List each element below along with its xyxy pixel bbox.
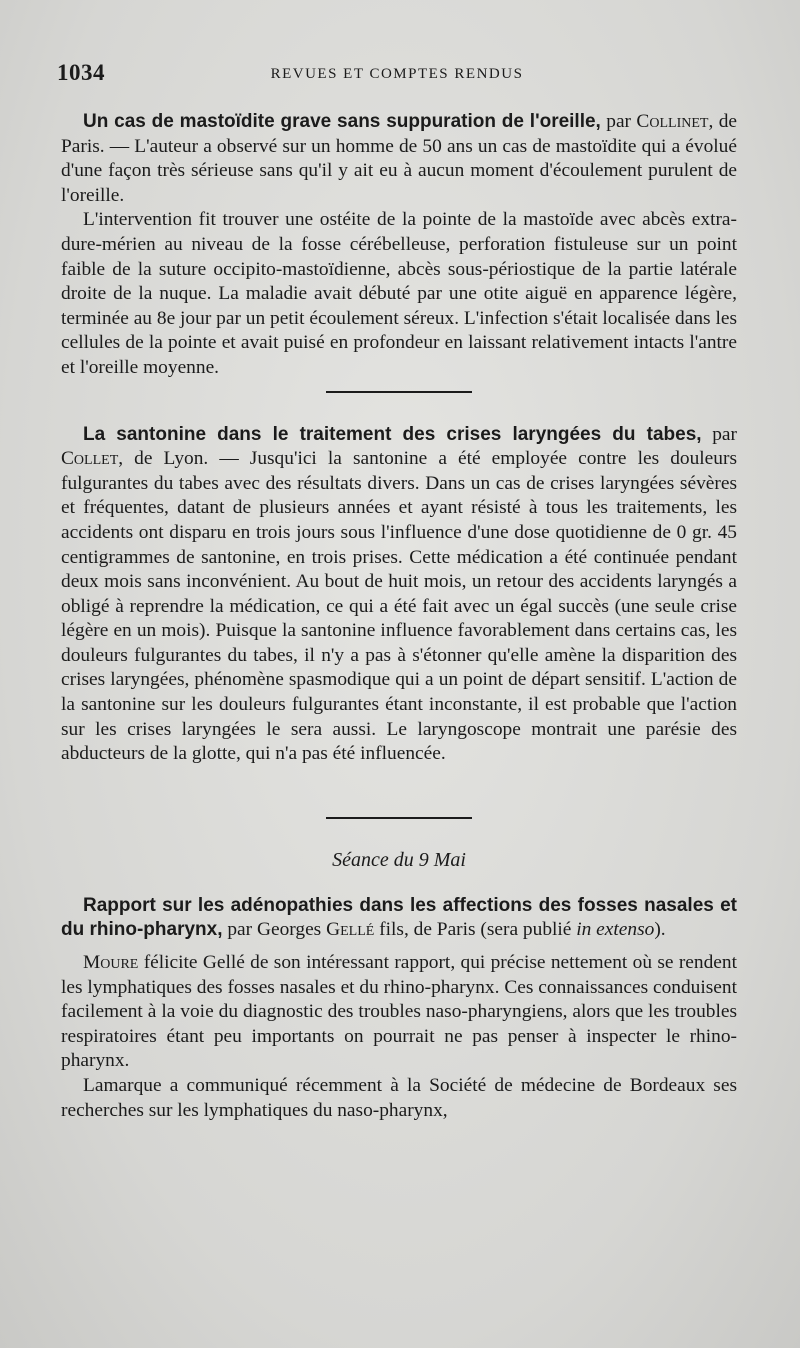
- article-mastoidite-lead: [61, 110, 737, 208]
- article-santonine: [61, 423, 737, 819]
- article-santonine-lead: [61, 423, 737, 767]
- lamarque-paragraph: Lamarque a communiqué récemment à la Société de médecine de Bordeaux ses recherches sur les lymphatiques du naso-pharynx,: [61, 1075, 737, 1121]
- article-santonine-title: La santonine dans le traitement des crises laryngées du tabes,: [83, 423, 702, 445]
- moure-text: félicite Gellé de son intéressant rapport, qui précise nettement où se rendent les lymphatiques des fosses nasales et du rhino-pharynx. Ces connaissances conduisent facilement à la voie du diagnostic des troubles naso-pharyngiens, alors que les troubles respiratoires étant peu importants on pourrait ne pas penser à inspecter le rhino-pharynx.: [61, 952, 737, 1072]
- article-mastoidite: [61, 110, 737, 393]
- article-adenopathies: [61, 894, 737, 1123]
- in-extenso-text: in extenso: [576, 919, 655, 941]
- seance-heading: Séance du 9 Mai: [332, 848, 466, 871]
- article-adenopathies-byline-text: fils, de Paris (sera publié: [374, 919, 577, 941]
- article-adenopathies-lead: [61, 894, 737, 943]
- article-mastoidite-author: Collinet: [636, 111, 709, 132]
- article-mastoidite-byline-text: , de Paris. — L'auteur a observé sur un homme de 50 ans un cas de mastoïdite qui a évolué d'une façon très sérieuse sans qu'il y ait eu à aucun moment d'écoulement purulent de l'oreille.: [61, 111, 737, 206]
- running-title: REVUES ET COMPTES RENDUS: [270, 66, 524, 82]
- article-mastoidite-paragraph: L'intervention fit trouver une ostéite de la pointe de la mastoïde avec abcès extra-dure-mérien au niveau de la fosse cérébelleuse, perforation fistuleuse sur un point faible de la suture occipito-mastoïdienne, abcès sous-périostique de la partie latérale droite de la nuque. La maladie avait débuté par une otite aiguë en apparence légère, terminée au 8e jour par un petit écoulement séreux. L'infection s'était localisée dans les cellules de la pointe et avait puisé en profondeur en laissant relativement intacts l'antre et l'oreille moyenne.: [61, 209, 737, 378]
- article-santonine-par: par: [712, 423, 737, 445]
- article-adenopathies-par: par Georges: [227, 919, 322, 941]
- article-adenopathies-author: Gellé: [326, 919, 375, 941]
- article-mastoidite-title: Un cas de mastoïdite grave sans suppuration de l'oreille,: [83, 111, 601, 132]
- article-adenopathies-close: ).: [654, 919, 666, 941]
- text-column: [61, 110, 737, 1123]
- moure-author: Moure: [83, 952, 139, 974]
- moure-paragraph: [61, 951, 737, 1074]
- page-header: [57, 58, 737, 92]
- article-adenopathies-title: Rapport sur les adénopathies dans les affections des fosses nasales et du rhino-pharynx,: [61, 894, 737, 941]
- section-divider: [326, 817, 472, 819]
- page-number: 1034: [57, 60, 105, 85]
- article-santonine-body: , de Lyon. — Jusqu'ici la santonine a été employée contre les douleurs fulgurantes du tabes avec des résultats divers. Dans un cas de crises laryngées sévères et fréquentes, datant de plusieurs années et ayant résisté à tous les traitements, les accidents ont disparu en trois jours sous l'influence d'une dose quotidienne de 0 gr. 45 centigrammes de santonine, en trois prises. Cette médication a été continuée pendant deux mois sans inconvénient. Au bout de huit mois, un retour des accidents laryngés a obligé à reprendre la médication, ce qui a été fait avec un égal succès (une seule crise légère en un mois). Puisque la santonine influence favorablement dans certains cas, les douleurs fulgurantes du tabes, il n'y a pas à s'étonner qu'elle amène la disparition des crises laryngées, phénomène spasmodique qui a un point de départ sensitif. L'action de la santonine sur les douleurs fulgurantes étant inconstante, il est probable que l'action sur les crises laryngées le sera aussi. Le laryngoscope montrait une parésie des abducteurs de la glotte, qui n'a pas été influencée.: [61, 448, 737, 765]
- article-santonine-author: Collet: [61, 448, 119, 470]
- article-mastoidite-par: par: [606, 111, 632, 132]
